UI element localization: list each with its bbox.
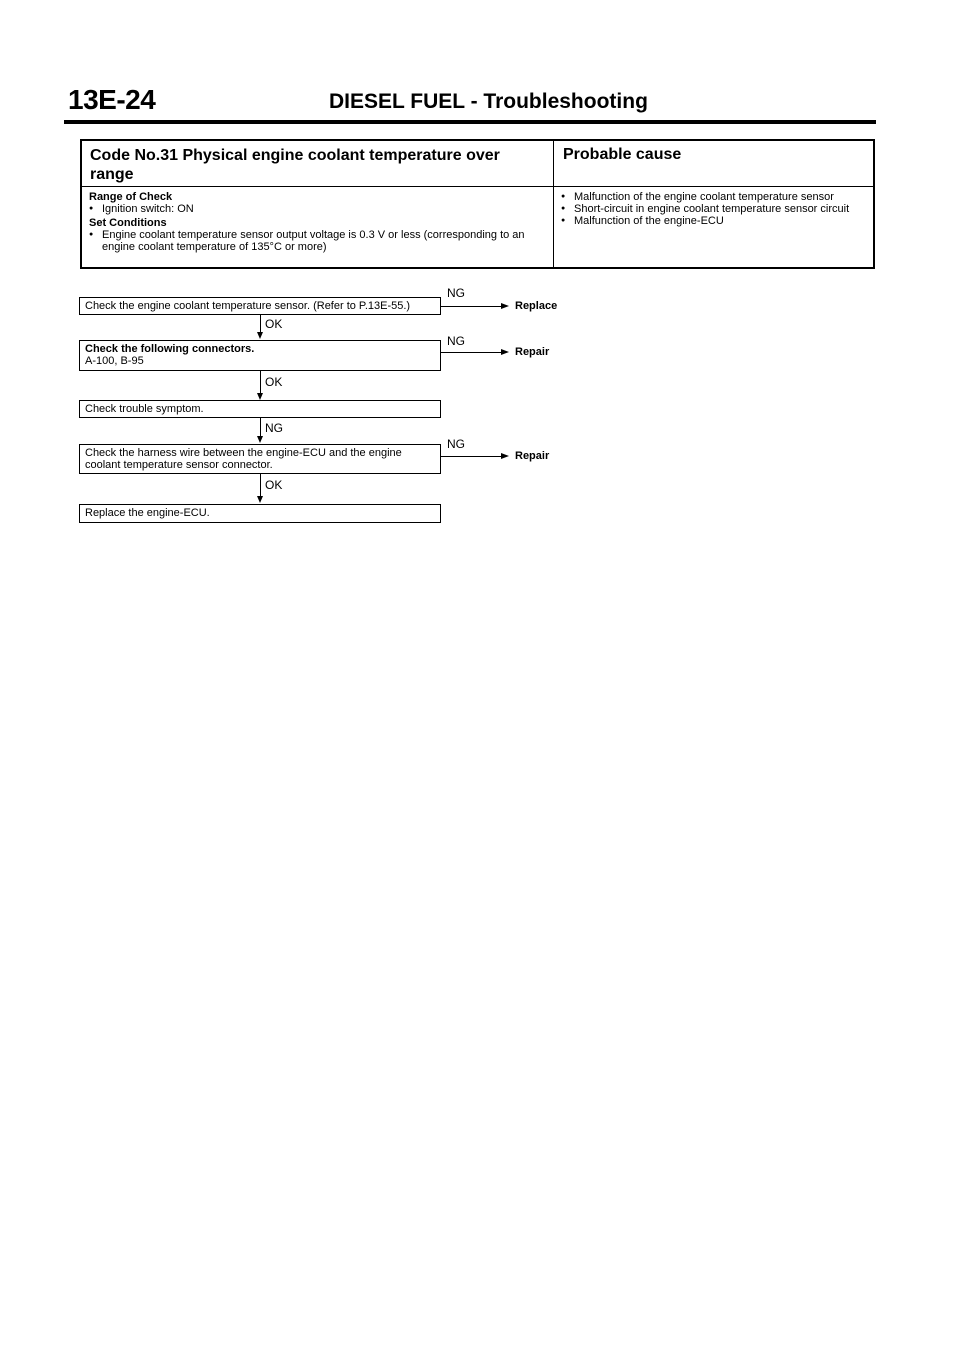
branch-outcome: Repair xyxy=(515,450,550,462)
arrow-down-icon xyxy=(257,496,263,503)
flow-step-check-connectors xyxy=(79,340,441,371)
flow-step-replace-ecu xyxy=(79,504,441,523)
flow-connector xyxy=(260,371,261,395)
header-rule xyxy=(64,120,876,124)
flow-label-ok: OK xyxy=(265,317,283,331)
arrow-right-icon xyxy=(501,303,509,309)
probable-cause-list xyxy=(561,191,869,227)
flow-step-text: A-100, B-95 xyxy=(85,355,144,367)
table-column-divider xyxy=(553,139,554,269)
probable-cause-item: ● Short-circuit in engine coolant temperature sensor circuit xyxy=(561,203,869,215)
flow-connector xyxy=(260,418,261,438)
probable-cause-heading: Probable cause xyxy=(563,146,682,163)
flow-label-ok: OK xyxy=(265,375,283,389)
branch-label-ng: NG xyxy=(447,334,465,348)
arrow-right-icon xyxy=(501,349,509,355)
branch-line xyxy=(441,306,503,307)
flow-step-text-bold: Check the following connectors. xyxy=(85,343,255,355)
flow-step-text: Replace the engine-ECU. xyxy=(85,507,210,519)
flow-step-text: Check the engine coolant temperature sensor. (Refer to P.13E-55.) xyxy=(85,300,411,312)
flow-step-check-sensor xyxy=(79,297,441,315)
flow-step-text: Check trouble symptom. xyxy=(85,403,204,415)
branch-line xyxy=(441,456,503,457)
flow-label-ok: OK xyxy=(265,478,283,492)
branch-label-ng: NG xyxy=(447,437,465,451)
flow-label-ng: NG xyxy=(265,421,283,435)
branch-label-ng: NG xyxy=(447,286,465,300)
flow-step-check-harness xyxy=(79,444,441,474)
branch-line xyxy=(441,352,503,353)
check-conditions xyxy=(89,191,549,253)
arrow-down-icon xyxy=(257,393,263,400)
table-header-divider xyxy=(80,186,875,187)
flow-step-check-symptom xyxy=(79,400,441,418)
arrow-right-icon xyxy=(501,453,509,459)
flow-connector xyxy=(260,474,261,498)
page-number: 13E-24 xyxy=(68,84,156,115)
arrow-down-icon xyxy=(257,332,263,339)
code-title: Code No.31 Physical engine coolant temperature over range xyxy=(90,147,500,183)
branch-outcome: Repair xyxy=(515,346,550,358)
probable-cause-item: ● Malfunction of the engine-ECU xyxy=(561,215,869,227)
arrow-down-icon xyxy=(257,436,263,443)
range-of-check-label: Range of Check xyxy=(89,191,173,203)
set-conditions-item: ● Engine coolant temperature sensor output voltage is 0.3 V or less (corresponding to an engine coolant temperature of 135°C or more) xyxy=(89,229,549,253)
page-title: DIESEL FUEL - Troubleshooting xyxy=(329,90,648,113)
probable-cause-item: ● Malfunction of the engine coolant temperature sensor xyxy=(561,191,869,203)
flow-step-text: Check the harness wire between the engine-ECU and the engine coolant temperature sensor connector. xyxy=(85,447,402,471)
range-of-check-item: ● Ignition switch: ON xyxy=(89,203,549,215)
branch-outcome: Replace xyxy=(515,300,558,312)
set-conditions-label: Set Conditions xyxy=(89,217,167,229)
